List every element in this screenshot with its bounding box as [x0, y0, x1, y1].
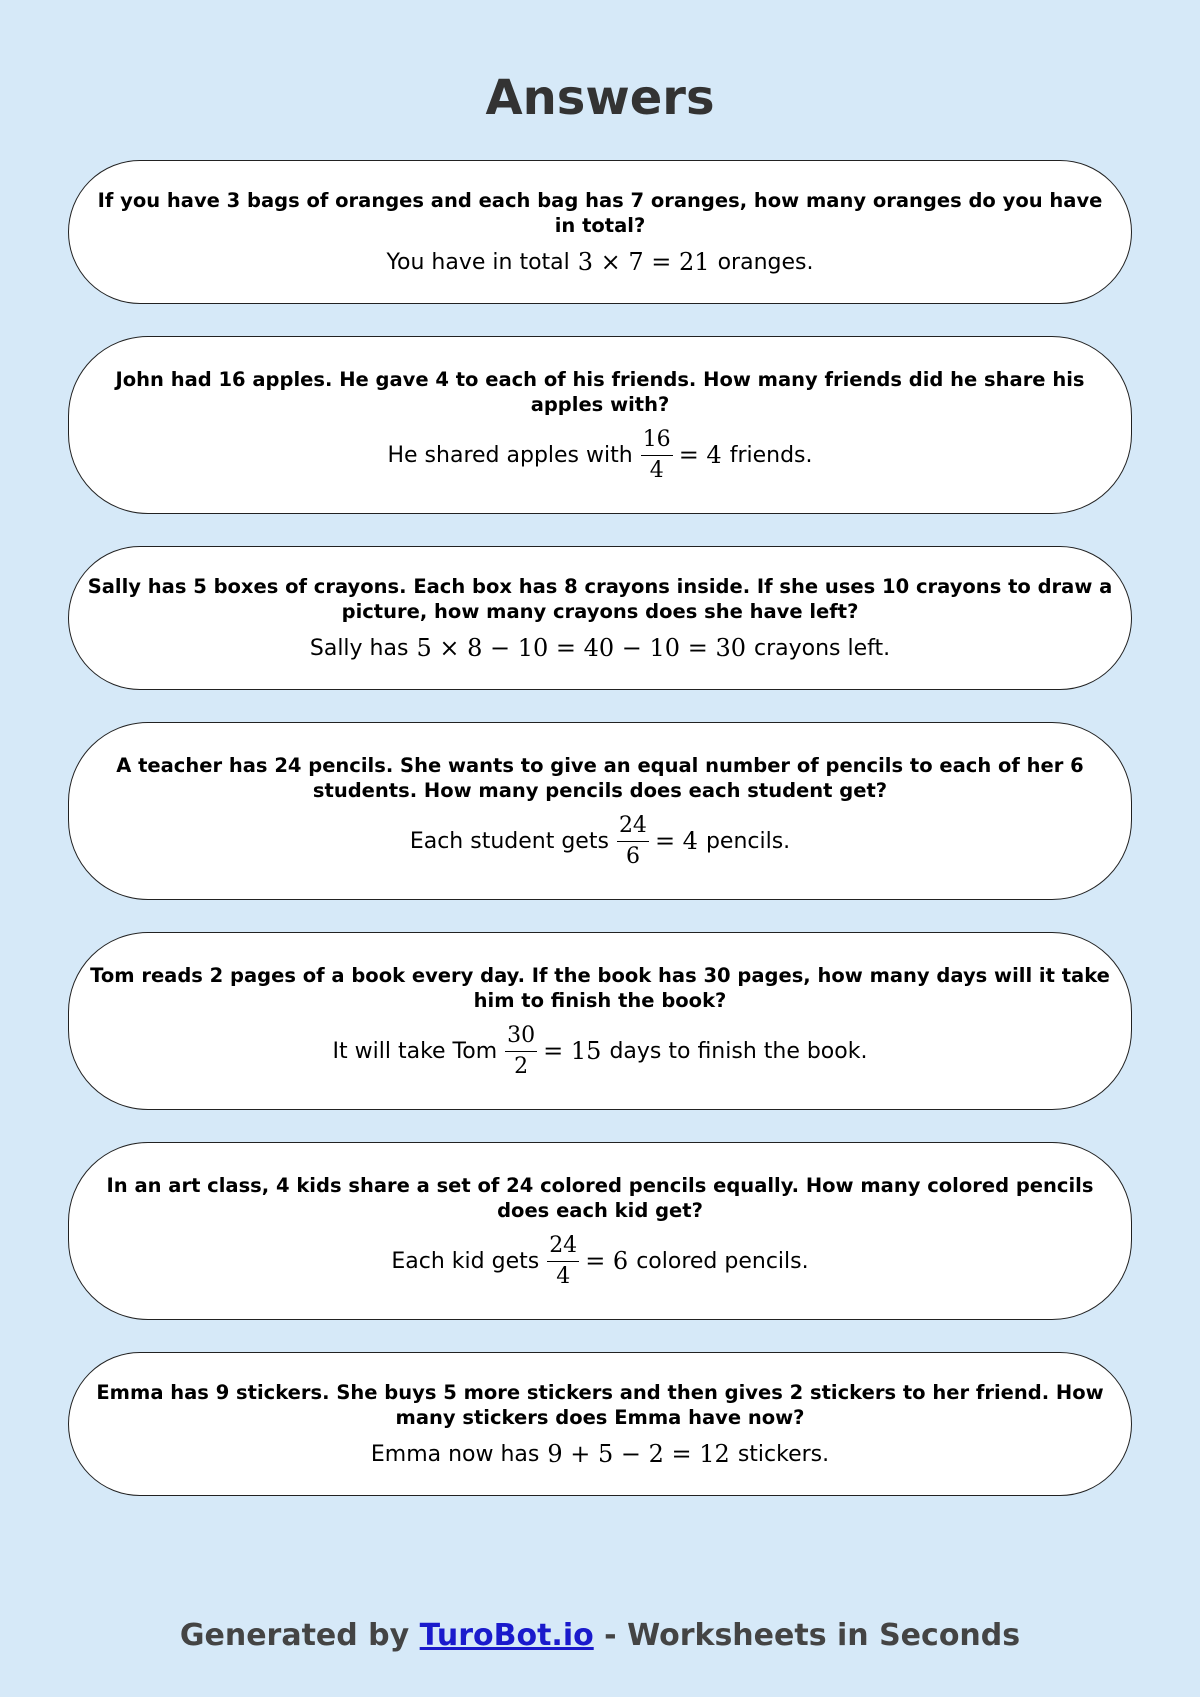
- math-result: = 15: [543, 1037, 602, 1065]
- math-expression: [505, 1023, 601, 1079]
- question-text: Emma has 9 stickers. She buys 5 more stickers and then gives 2 stickers to her friend. How many stickers does Emma have now?: [96, 1381, 1104, 1429]
- answer-suffix: oranges.: [717, 249, 814, 275]
- numerator: 24: [617, 813, 649, 841]
- answer-card: [68, 932, 1132, 1110]
- answer-prefix: Sally has: [309, 635, 409, 661]
- answer-card: [68, 336, 1132, 514]
- answer-line: [410, 813, 790, 869]
- fraction: [617, 813, 649, 869]
- footer-prefix: Generated by: [179, 1618, 410, 1653]
- answer-suffix: days to finish the book.: [609, 1038, 868, 1064]
- answer-prefix: It will take Tom: [332, 1038, 498, 1064]
- answer-line: [333, 1023, 868, 1079]
- question-text: If you have 3 bags of oranges and each bag has 7 oranges, how many oranges do you have in total?: [97, 189, 1103, 237]
- answer-list: [68, 160, 1132, 1528]
- fraction: [641, 427, 673, 483]
- numerator: 16: [641, 427, 673, 455]
- answer-card: [68, 546, 1132, 690]
- answer-suffix: crayons left.: [753, 635, 891, 661]
- math-expression: 9 + 5 − 2 = 12: [547, 1440, 730, 1468]
- answer-prefix: You have in total: [386, 249, 570, 275]
- question-text: A teacher has 24 pencils. She wants to give an equal number of pencils to each of her 6 students. How many pencils does each student get?: [116, 754, 1084, 803]
- question-text: John had 16 apples. He gave 4 to each of his friends. How many friends did he share his apples with?: [115, 368, 1085, 417]
- math-expression: 5 × 8 − 10 = 40 − 10 = 30: [416, 634, 746, 662]
- question-text: Sally has 5 boxes of crayons. Each box has 8 crayons inside. If she uses 10 crayons to draw a picture, how many crayons does she have left?: [87, 575, 1113, 623]
- answer-suffix: colored pencils.: [636, 1248, 809, 1274]
- numerator: 24: [547, 1233, 579, 1261]
- footer-suffix: - Worksheets in Seconds: [604, 1618, 1021, 1653]
- numerator: 30: [505, 1023, 537, 1051]
- answer-line: [387, 248, 814, 276]
- answer-card: [68, 722, 1132, 900]
- turobot-link[interactable]: TuroBot.io: [419, 1618, 594, 1653]
- answer-prefix: Each kid gets: [391, 1248, 540, 1274]
- denominator: 6: [625, 843, 640, 869]
- math-result: = 4: [678, 441, 722, 469]
- answer-suffix: stickers.: [737, 1441, 830, 1467]
- denominator: 4: [649, 457, 664, 483]
- answer-line: [310, 634, 890, 662]
- answer-prefix: Emma now has: [370, 1441, 540, 1467]
- question-text: In an art class, 4 kids share a set of 24 colored pencils equally. How many colored pencils does each kid get?: [106, 1174, 1094, 1223]
- denominator: 4: [556, 1263, 571, 1289]
- answer-prefix: Each student gets: [409, 828, 609, 854]
- page-title: Answers: [485, 70, 715, 126]
- math-expression: [617, 813, 698, 869]
- question-text: Tom reads 2 pages of a book every day. If the book has 30 pages, how many days will it take him to finish the book?: [90, 964, 1110, 1013]
- answer-card: [68, 160, 1132, 304]
- fraction: [547, 1233, 579, 1289]
- denominator: 2: [514, 1053, 529, 1079]
- answer-card: [68, 1142, 1132, 1320]
- answer-line: [371, 1440, 829, 1468]
- answer-prefix: He shared apples with: [387, 442, 633, 468]
- footer: [0, 1618, 1200, 1653]
- answer-line: [391, 1233, 808, 1289]
- math-result: = 6: [585, 1247, 629, 1275]
- answer-suffix: pencils.: [705, 828, 791, 854]
- answer-card: [68, 1352, 1132, 1496]
- fraction: [505, 1023, 537, 1079]
- math-expression: [547, 1233, 628, 1289]
- math-expression: [641, 427, 722, 483]
- answer-suffix: friends.: [729, 442, 813, 468]
- math-expression: 3 × 7 = 21: [577, 248, 710, 276]
- answer-line: [387, 427, 812, 483]
- math-result: = 4: [654, 827, 698, 855]
